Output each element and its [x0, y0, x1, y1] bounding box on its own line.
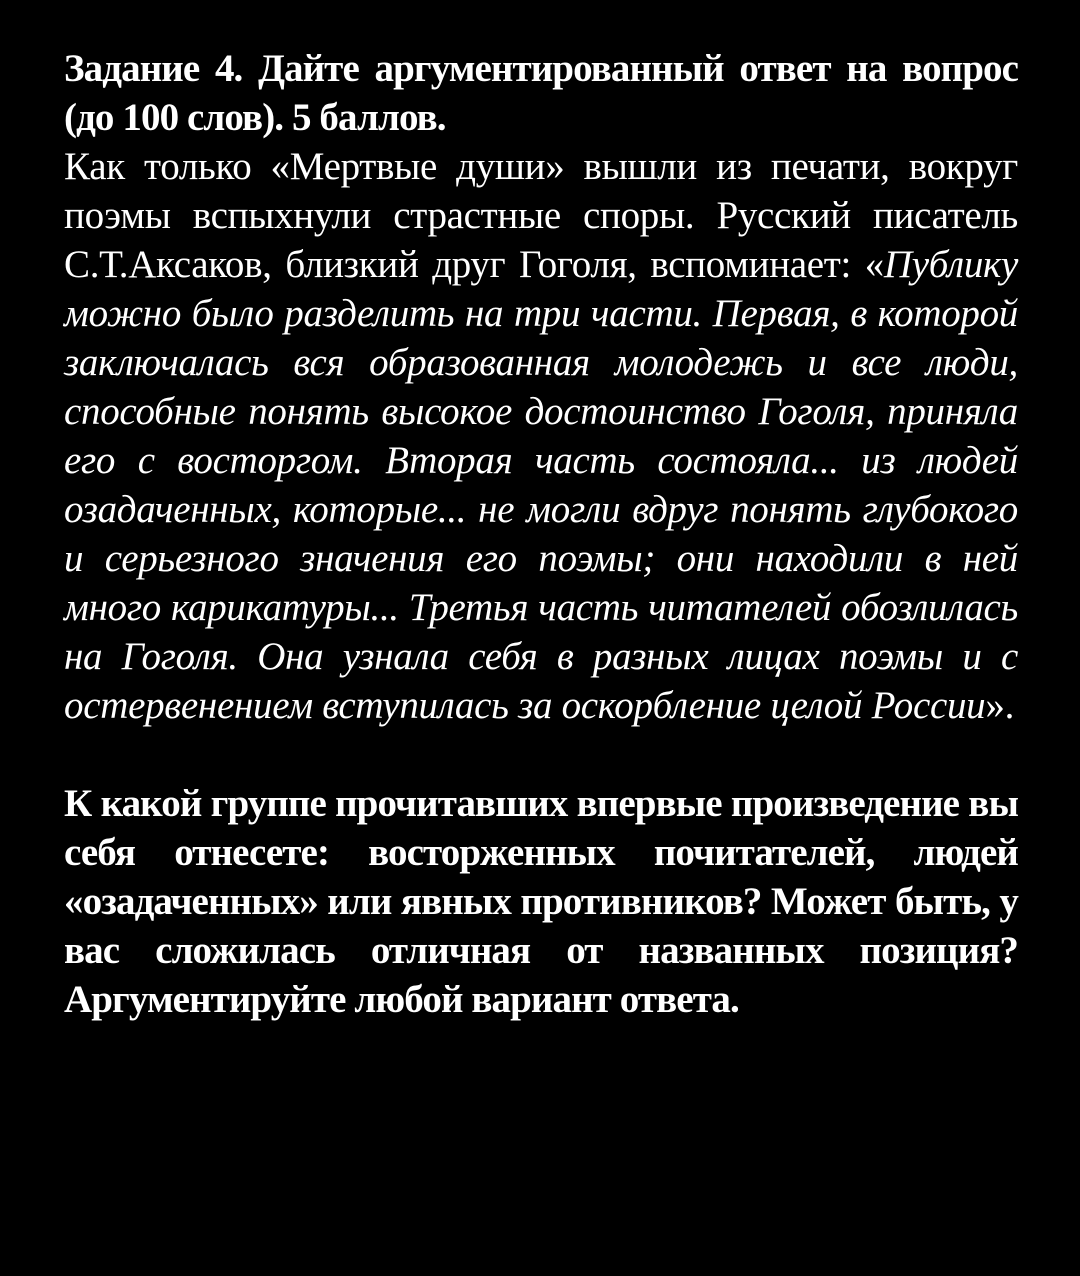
passage-intro: Как только «Мертвые души» вышли из печати, вокруг поэмы вспыхнули страстные споры. Русский писатель С.Т.Аксаков, близкий друг Гоголя, вспоминает: « [64, 145, 1018, 286]
passage-outro: ». [985, 684, 1015, 727]
passage-text [64, 142, 1018, 730]
aksakov-quote: Публику можно было разделить на три части. Первая, в которой заключалась вся образованная молодежь и все люди, способные понять высокое достоинство Гоголя, приняла его с восторгом. Вторая часть состояла... из людей озадаченных, которые... не могли вдруг понять глубокого и серьезного значения его поэмы; они находили в ней много карикатуры... Третья часть читателей обозлилась на Гоголя. Она узнала себя в разных лицах поэмы и с остервенением вступилась за оскорбление целой России [64, 243, 1018, 727]
task-question: К какой группе прочитавших впервые произведение вы себя отнесете: восторженных почитателей, людей «озадаченных» или явных противников? Может быть, у вас сложилась отличная от названных позиция? Аргументируйте любой вариант ответа. [64, 782, 1018, 1021]
task-heading: Задание 4. Дайте аргументированный ответ на вопрос (до 100 слов). 5 баллов. [64, 47, 1018, 139]
task-document [64, 44, 1018, 1024]
